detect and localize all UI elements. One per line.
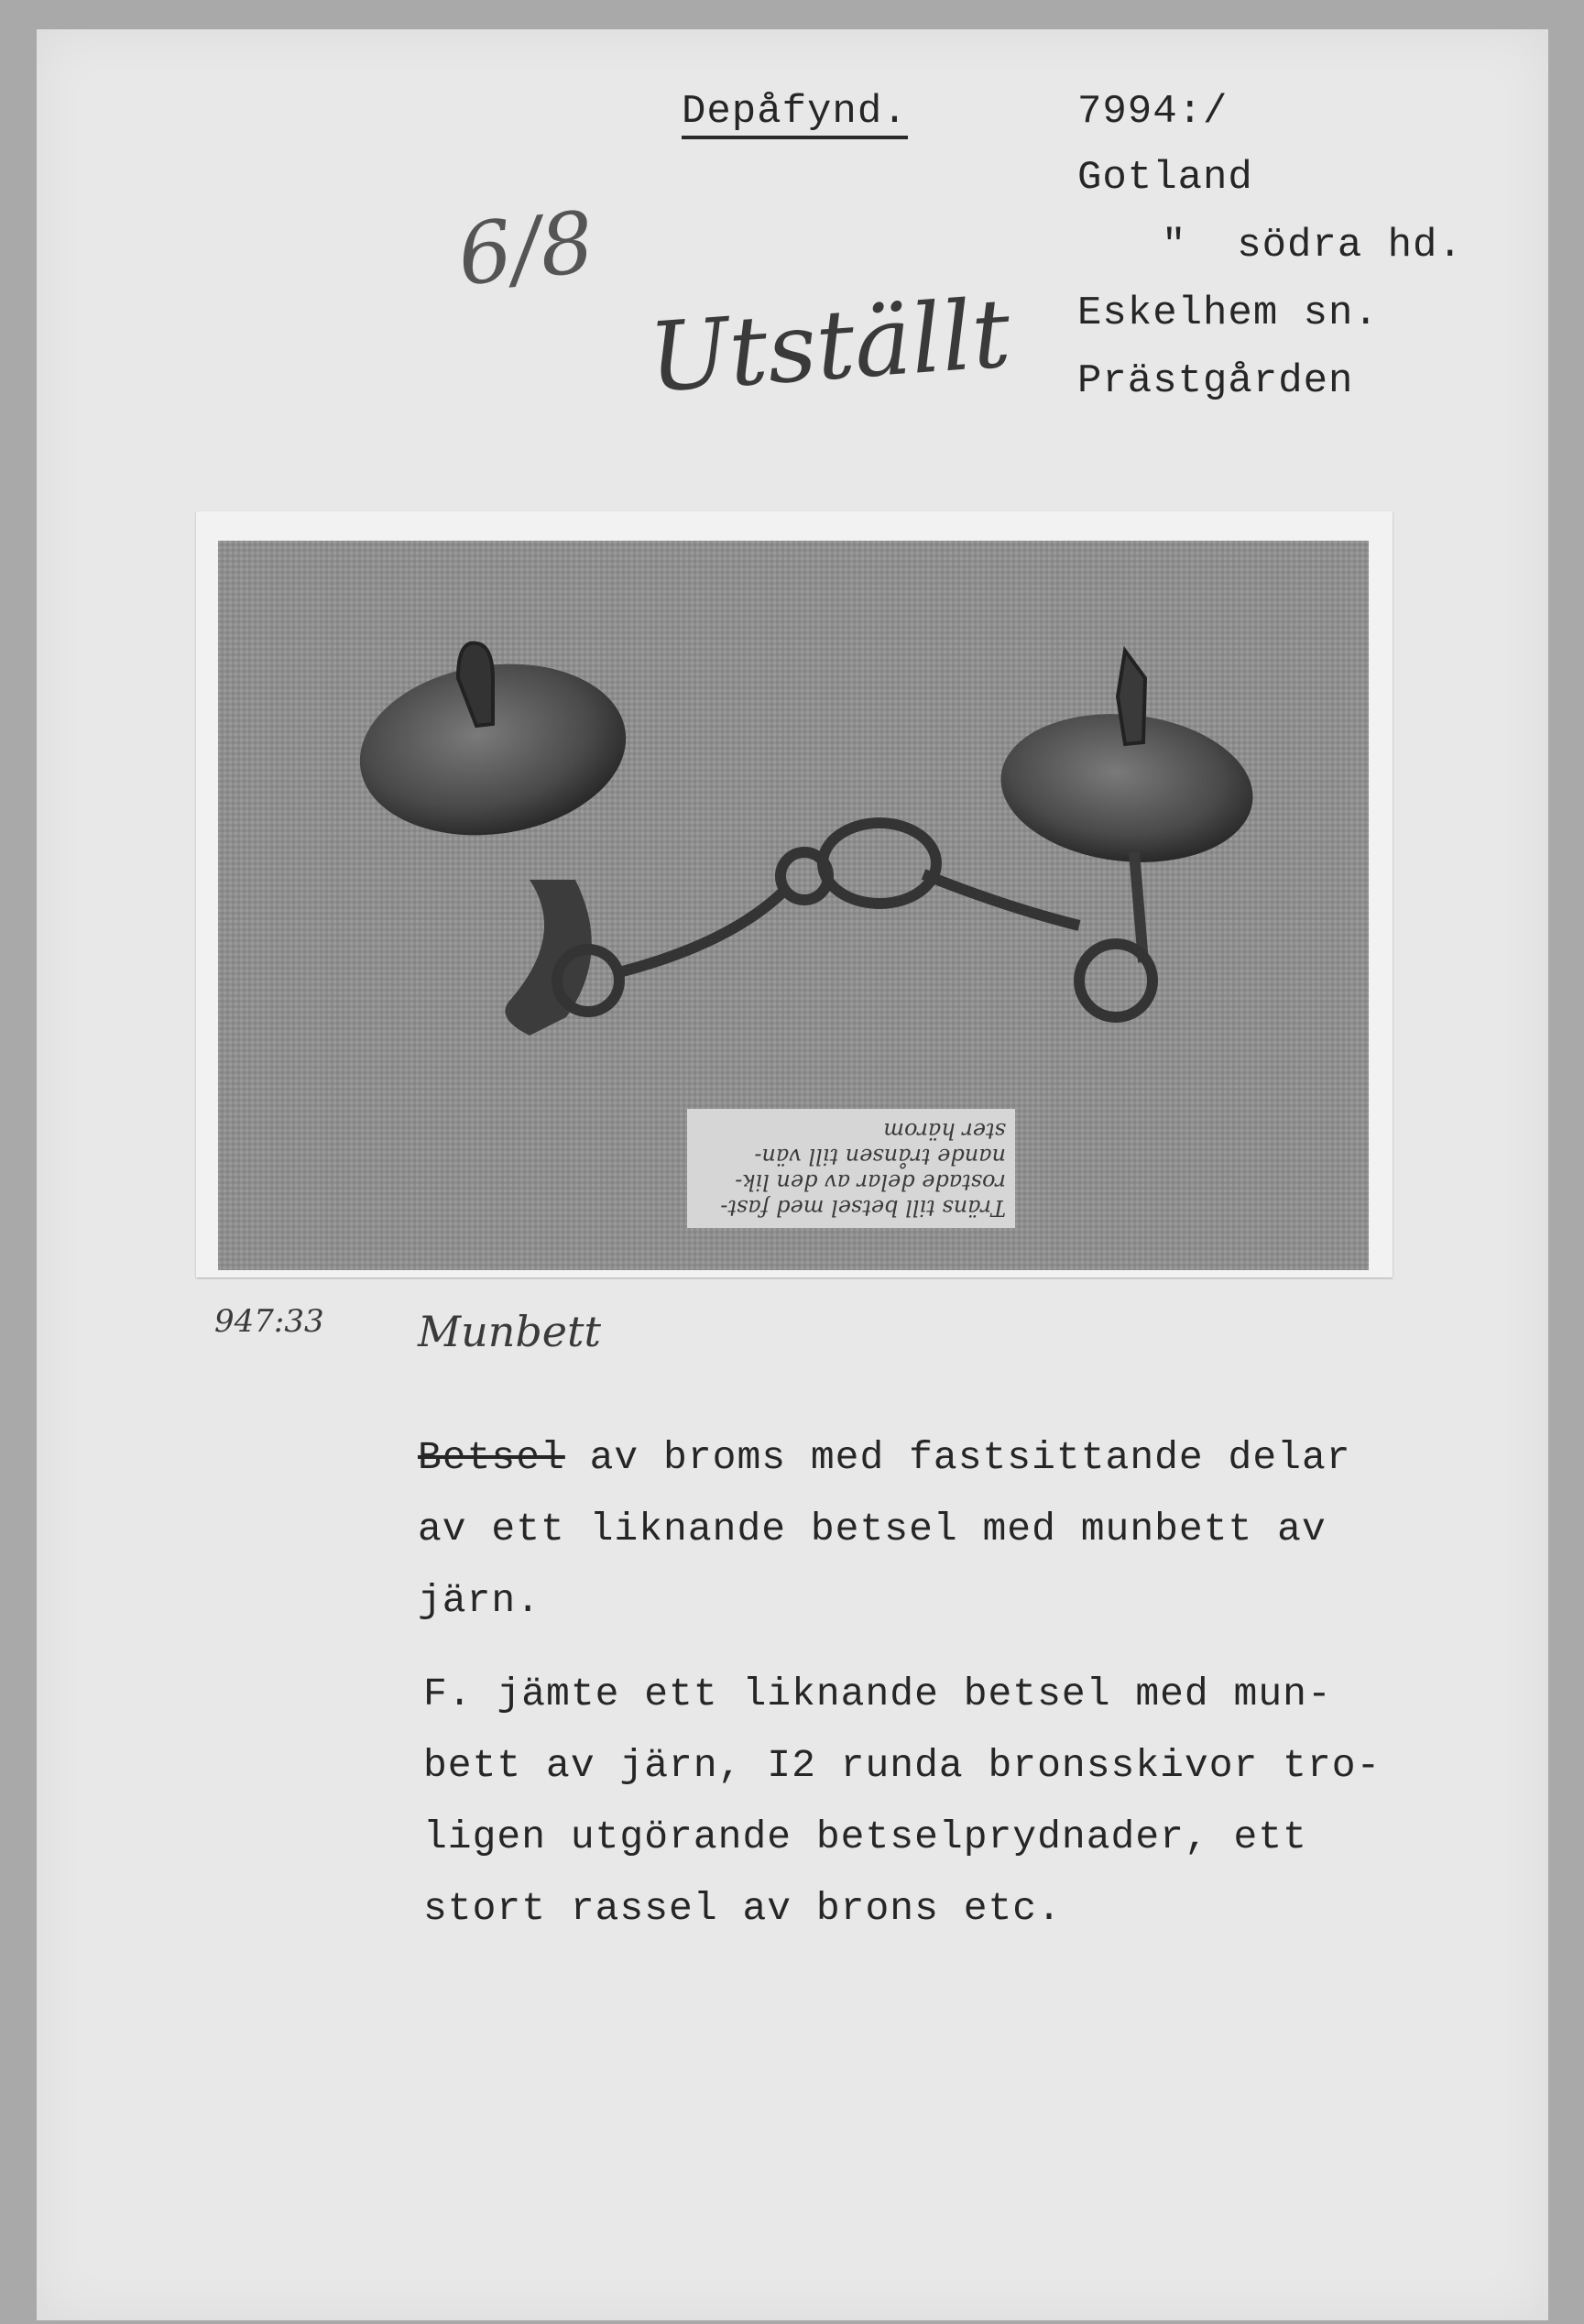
struck-word: Betsel xyxy=(418,1435,565,1480)
find-context-line-2: bett av järn, I2 runda bronsskivor tro- xyxy=(423,1743,1382,1788)
handwritten-ref: 947:33 xyxy=(214,1303,324,1340)
location-district: " södra hd. xyxy=(1162,223,1463,269)
find-context-line-3: ligen utgörande betselprydnader, ett xyxy=(423,1814,1307,1859)
handwritten-correction: Munbett xyxy=(418,1307,601,1356)
location-parish: Eskelhem sn. xyxy=(1077,290,1379,336)
description-paragraph-2 xyxy=(423,1587,1381,1945)
description-line-1-rest: av broms med fastsittande delar xyxy=(564,1435,1351,1480)
description-line-3: järn. xyxy=(418,1578,541,1623)
photo-mount xyxy=(196,511,1393,1277)
description-line-2: av ett liknande betsel med munbett av xyxy=(418,1507,1327,1551)
specimen-label-line-1: Träns till betsel med fast- xyxy=(720,1195,1006,1221)
artifact-photo xyxy=(218,541,1369,1270)
find-context-line-4: stort rassel av brons etc. xyxy=(423,1886,1062,1931)
handwritten-fraction: 6/8 xyxy=(453,192,599,305)
specimen-label-line-3: nande trånsen till vän- xyxy=(754,1144,1006,1169)
location-site: Prästgården xyxy=(1077,358,1354,404)
find-context-line-1: F. jämte ett liknande betsel med mun- xyxy=(423,1672,1332,1716)
specimen-label-line-4: ster härom xyxy=(883,1118,1006,1144)
description-line-1 xyxy=(418,1435,1351,1480)
catalog-number: 7994:/ xyxy=(1077,89,1229,135)
handwritten-status: Utställt xyxy=(645,277,1014,414)
specimen-label-line-2: rostade delar av den lik- xyxy=(735,1169,1006,1195)
card-title: Depåfynd. xyxy=(682,92,908,139)
location-county: Gotland xyxy=(1077,155,1253,201)
